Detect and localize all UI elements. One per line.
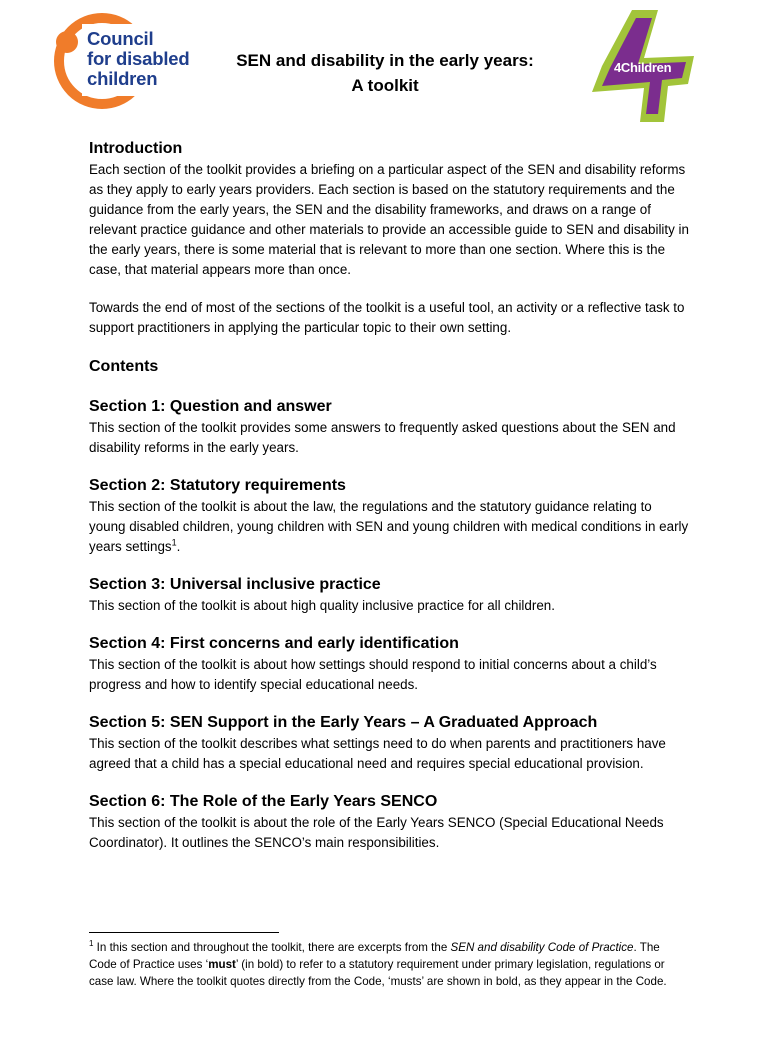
introduction-paragraph-2: Towards the end of most of the sections of the toolkit is a useful tool, an activity or a reflective task to support practitioners in applying the particular topic to their own setting. (89, 300, 685, 335)
section-4-text: This section of the toolkit is about how settings should respond to initial concerns about a child’s progress and how to identify special educational needs. (89, 657, 657, 692)
section-5 (89, 712, 689, 774)
footnote-italic-title: SEN and disability Code of Practice (450, 941, 634, 954)
contents-heading: Contents (89, 358, 159, 375)
section-4-title: Section 4: First concerns and early identification (89, 635, 459, 652)
section-3 (89, 574, 689, 616)
title-line-1: SEN and disability in the early years: (236, 51, 534, 70)
footnote-text-2: . The Code of Practice uses ‘ (89, 941, 660, 971)
section-2-text (89, 497, 689, 557)
section-6-title: Section 6: The Role of the Early Years SENCO (89, 793, 438, 810)
document-body (89, 138, 689, 870)
footnote-text-3: ’ (in bold) to refer to a statutory requirement under primary legislation, regulations or case law. Where the toolkit quotes directly from the Code, ‘musts’ are shown in bold, as they appear in the Code. (89, 958, 667, 988)
section-6-text: This section of the toolkit is about the role of the Early Years SENCO (Special Educational Needs Coordinator). It outlines the SENCO’s main responsibilities. (89, 815, 664, 850)
section-2-title: Section 2: Statutory requirements (89, 477, 346, 494)
section-1-title: Section 1: Question and answer (89, 398, 332, 415)
council-for-disabled-children-logo (52, 12, 202, 110)
section-3-text: This section of the toolkit is about high quality inclusive practice for all children. (89, 598, 555, 613)
section-3-title: Section 3: Universal inclusive practice (89, 576, 381, 593)
section-2 (89, 475, 689, 557)
document-title (210, 48, 560, 98)
section-4 (89, 633, 689, 695)
footnote-separator (89, 932, 279, 933)
introduction-paragraph-1: Each section of the toolkit provides a briefing on a particular aspect of the SEN and disability reforms as they apply to early years providers. Each section is based on the statutory requirements and the guidance from the early years, the SEN and the disability frameworks, and draws on a range of relevant practice guidance and other materials to provide an accessible guide to SEN and disability in the early years, there is some material that is relevant to more than one section. Where this is the case, that material appears more than once. (89, 162, 689, 277)
section-2-text-body: This section of the toolkit is about the law, the regulations and the statutory guidance relating to young disabled children, young children with SEN and young children with medical conditions in early years settings (89, 499, 689, 554)
introduction-heading: Introduction (89, 140, 183, 157)
cdc-logo-line2: for disabled (87, 48, 190, 69)
section-5-text: This section of the toolkit describes what settings need to do when parents and practitioners have agreed that a child has a special educational need and requires special educational provision. (89, 736, 666, 771)
4children-logo-text: 4Children (614, 60, 672, 75)
section-1-text: This section of the toolkit provides some answers to frequently asked questions about the SEN and disability reforms in the early years. (89, 420, 676, 455)
section-6 (89, 791, 689, 853)
footnote-bold-must: must (208, 958, 236, 971)
section-5-title: Section 5: SEN Support in the Early Years – A Graduated Approach (89, 714, 598, 731)
footnote-marker: 1 (89, 939, 94, 949)
title-line-2: A toolkit (351, 76, 419, 95)
section-2-text-tail: . (176, 539, 181, 554)
cdc-logo-line1: Council (87, 28, 154, 49)
4children-logo (588, 8, 700, 124)
cdc-logo-line3: children (87, 68, 158, 89)
footnote-text-1: In this section and throughout the toolkit, there are excerpts from the (93, 941, 451, 954)
footnote-reference[interactable]: 1 (171, 537, 177, 548)
footnote (89, 939, 689, 990)
section-1 (89, 396, 689, 458)
